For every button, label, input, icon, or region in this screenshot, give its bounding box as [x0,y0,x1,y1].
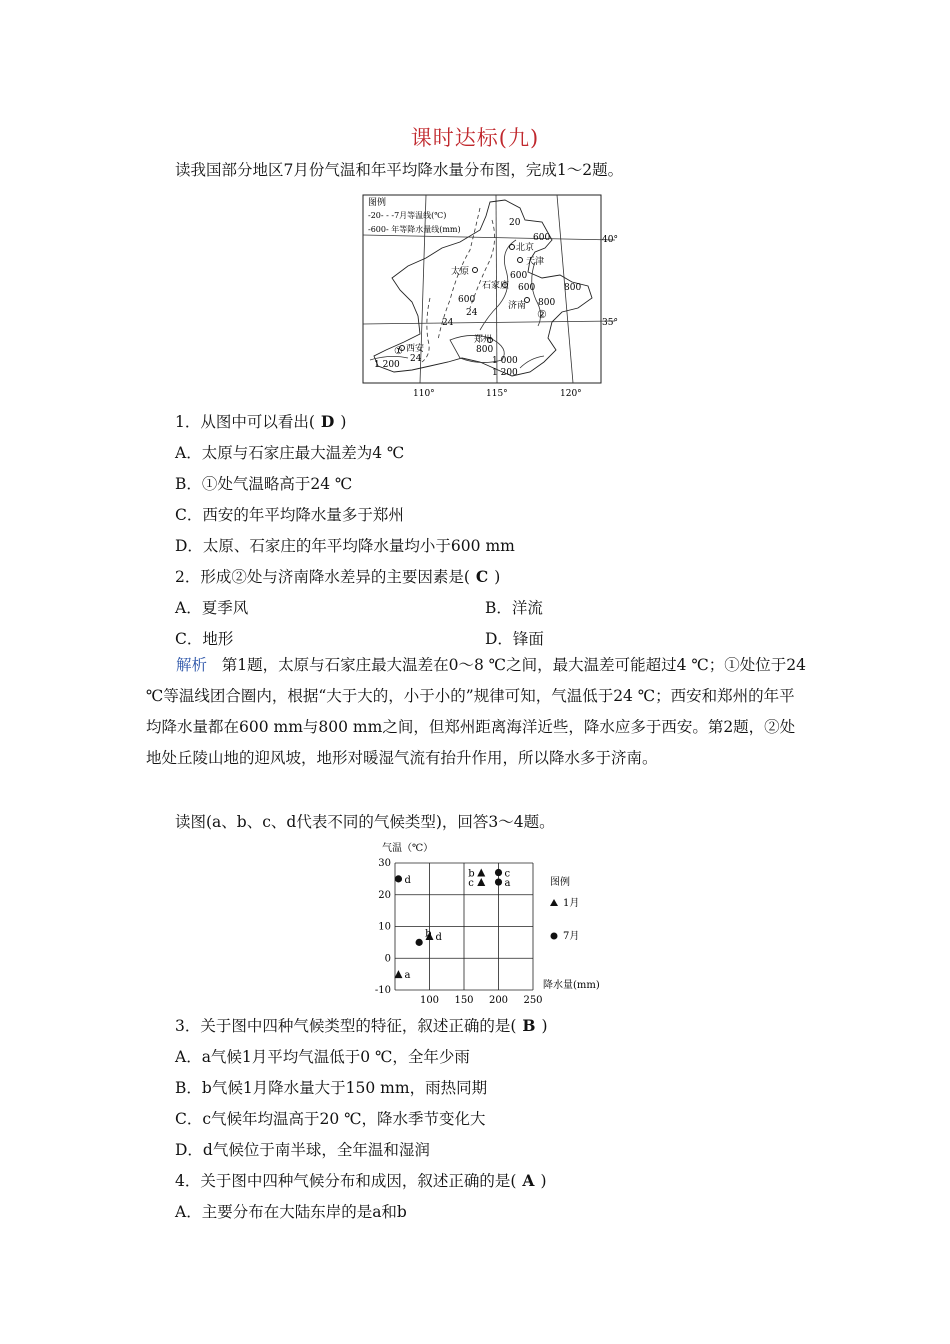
lat-label-40: 40° [602,235,618,245]
q3-stem: 3．关于图中四种气候类型的特征，叙述正确的是( B ) [175,1016,548,1035]
iso-label: 600 [510,271,528,281]
q1-answer: D [320,412,335,431]
legend-jan: 1月 [563,898,580,909]
city-tianjin: 天津 [526,257,545,267]
q2-stem: 2．形成②处与济南降水差异的主要因素是( C ) [175,567,501,586]
map-legend-title: 图例 [368,198,387,208]
city-zhengzhou: 郑州 [474,335,493,345]
point-label: b [425,928,432,940]
map-legend-temp: -20- - -7月等温线(℃) [368,211,447,220]
chart-legend-title: 图例 [550,877,570,888]
iso-label: 24 [410,354,422,364]
point-label: a [504,878,511,890]
iso-label: 20 [509,218,521,228]
iso-label: 24 [442,318,454,328]
analysis-paragraph: 解析 第1题，太原与石家庄最大温差在0～8 ℃之间，最大温差可能超过4 ℃；①处位于24 ℃等温线团合圈内，根据“大于大的，小于小的”规律可知，气温低于24 ℃；西安和郑州的年平均降水量都在600 mm与800 mm之间，但郑州距离海洋近些，降水应多于西安。第2题，②处地处丘陵山地的迎风坡，地形对暖湿气流有抬升作用，所以降水多于济南。 [146,656,807,767]
x-tick-label: 250 [523,995,543,1006]
iso-label: 600 [533,233,551,243]
q1-option-b: B．①处气温略高于24 ℃ [175,475,353,493]
y-tick-label: 10 [378,921,391,933]
point-label: c [504,868,511,880]
x-tick-label: 200 [488,995,509,1006]
analysis-label: 解析 [176,656,208,674]
intro-3-4: 读图(a、b、c、d代表不同的气候类型)，回答3～4题。 [175,813,555,831]
point-jul-c [495,869,502,876]
city-shijiazhuang: 石家庄 [482,281,510,291]
marker-1: ① [394,346,403,357]
city-beijing: 北京 [516,243,535,253]
x-tick-label: 150 [454,995,474,1006]
lon-label-120: 120° [560,389,582,399]
q3-option-a: A．a气候1月平均气温低于0 ℃，全年少雨 [175,1048,470,1066]
city-taiyuan: 太原 [451,267,470,277]
chart-ylabel: 气温（℃） [382,843,434,854]
city-jinan: 济南 [508,301,527,311]
q1-option-d: D．太原、石家庄的年平均降水量均小于600 mm [175,537,515,555]
q3-option-c: C．c气候年均温高于20 ℃，降水季节变化大 [175,1110,486,1128]
x-tick-label: 100 [419,995,440,1006]
lon-label-115: 115° [486,389,508,399]
point-label: d [404,874,411,886]
q4-answer: A [522,1171,535,1190]
lon-label-110: 110° [413,389,435,399]
q1-option-c: C．西安的年平均降水量多于郑州 [175,506,404,524]
point-jul-b [416,939,423,946]
iso-label: 24 [466,308,478,318]
q3-option-d: D．d气候位于南半球，全年温和湿润 [175,1141,430,1159]
lat-label-35: 35° [602,318,618,328]
q1-option-a: A．太原与石家庄最大温差为4 ℃ [175,444,405,462]
iso-label: 800 [564,283,582,293]
q3-option-b: B．b气候1月降水量大于150 mm，雨热同期 [175,1079,488,1097]
q2-answer: C [475,567,489,586]
map-legend-precip: -600- 年等降水量线(mm) [368,225,461,234]
q4-option-a: A．主要分布在大陆东岸的是a和b [175,1203,407,1221]
legend-jul: 7月 [563,931,580,942]
point-label: b [468,868,475,880]
point-jul-a [495,878,502,885]
point-jan-c [477,878,485,886]
q4-stem: 4．关于图中四种气候分布和成因，叙述正确的是( A ) [175,1171,547,1190]
q2-option-a: A．夏季风 [175,599,249,617]
iso-label: 600 [458,295,476,305]
y-tick-label: 20 [378,889,391,901]
q2-option-d: D．锋面 [485,630,544,648]
climate-scatter-chart [360,838,620,1008]
page-title: 课时达标(九) [410,126,540,150]
point-jan-b [477,869,485,877]
point-jan-a [394,970,402,978]
q1-stem: 1．从图中可以看出( D ) [175,412,347,431]
point-label: a [404,970,411,982]
q2-option-b: B．洋流 [485,599,543,617]
y-tick-label: 30 [378,858,391,869]
y-tick-label: 0 [384,953,391,965]
chart-xlabel: 降水量(mm) [543,980,600,991]
legend-triangle-icon [550,899,558,906]
iso-label: 600 [518,283,536,293]
iso-label: 1 000 [492,356,518,366]
city-xian: 西安 [406,344,425,354]
q2-option-c: C．地形 [175,630,234,648]
climate-map-figure [330,190,630,400]
y-tick-label: -10 [374,985,391,996]
point-label: c [468,878,474,890]
point-label: d [435,932,442,944]
legend-circle-icon [551,933,558,940]
point-jul-d [395,875,402,882]
iso-label: 800 [476,345,494,355]
intro-1-2: 读我国部分地区7月份气温和年平均降水量分布图，完成1～2题。 [175,161,624,179]
q3-answer: B [522,1016,536,1035]
iso-label: 1 200 [492,368,518,378]
marker-2: ② [537,308,547,321]
iso-label: 800 [538,298,556,308]
iso-label: 1 200 [374,360,400,370]
